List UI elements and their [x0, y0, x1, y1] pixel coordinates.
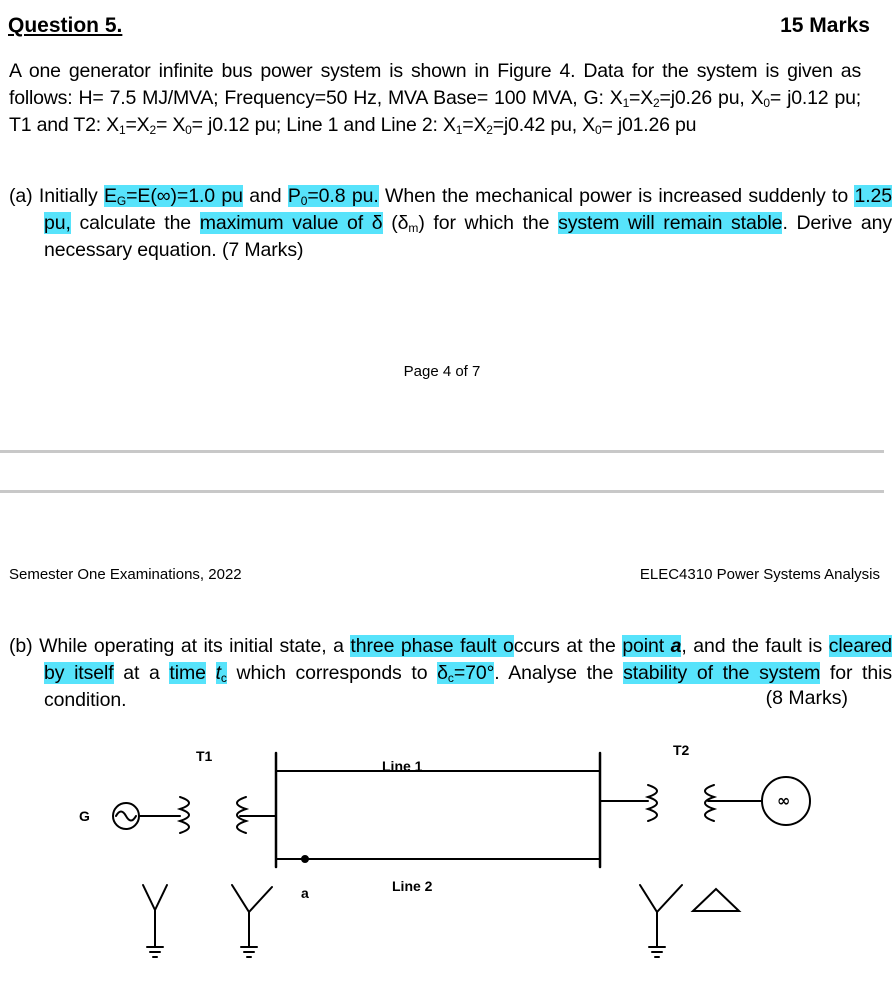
t1-secondary-wye: [232, 885, 272, 957]
t2-secondary-coil: [705, 785, 714, 821]
power-system-diagram: [0, 735, 884, 988]
label-generator: G: [79, 808, 90, 824]
question-intro: A one generator infinite bus power system is shown in Figure 4. Data for the system is given as follows: H= 7.5 MJ/MVA; Frequency=50 Hz, MVA Base= 100 MVA, G: $X_1=X_2=j0.26$ pu, $X_0= j0.12$ pu; T1 and T2: $X_1=X_2= X_0= j0.12$ pu; Line 1 and Line 2: $X_1=X_2=j0.42$ pu, $X_0= j01.26$ pu: [9, 60, 861, 137]
page-divider-bottom: [0, 490, 884, 493]
label-line-1: Line 1: [382, 758, 423, 774]
t2-delta: [693, 889, 739, 911]
sine-icon: [116, 812, 136, 821]
t2-primary-wye: [640, 885, 682, 957]
fault-point-a: [302, 856, 308, 862]
part-b-marks: (8 Marks): [765, 687, 848, 709]
page-number: Page 4 of 7: [403, 363, 481, 380]
label-point-a: a: [301, 885, 309, 901]
label-t1: T1: [196, 748, 213, 764]
question-title: Question 5.: [8, 14, 123, 37]
part-b-text: (b) While operating at its initial state, a three phase fault occurs at the point a, and the fault is cleared by itself at a time $t_c$ which corresponds to $\delta_c=70^\circ$. Analyse the stability of the system for this condition.: [9, 635, 892, 711]
label-t2: T2: [673, 742, 690, 758]
t1-primary-coil: [180, 797, 189, 833]
infinity-icon: ∞: [777, 791, 791, 810]
label-line-2: Line 2: [392, 878, 433, 894]
question-marks: 15 Marks: [780, 14, 870, 37]
t2-primary-coil: [648, 785, 657, 821]
t1-primary-wye: [143, 885, 167, 957]
course-title: ELEC4310 Power Systems Analysis: [639, 566, 880, 583]
part-a-text: (a) Initially $E_G=E(\infty)=1.0$ pu and $P_0=0.8$ pu. When the mechanical power is increased suddenly to 1.25 pu, calculate the maximum value of δ $(\delta_m)$ for which the system will remain stable. Derive any necessary equation. (7 Marks): [9, 185, 892, 261]
page-divider-top: [0, 450, 884, 453]
exam-semester: Semester One Examinations, 2022: [9, 566, 242, 583]
